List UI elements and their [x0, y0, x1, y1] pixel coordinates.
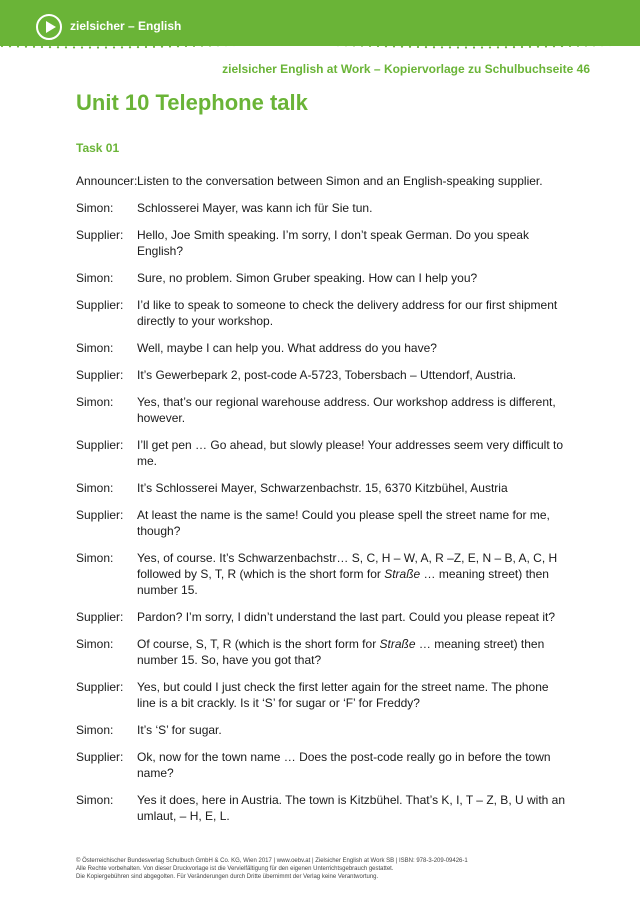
dot [353, 44, 355, 46]
dot [549, 42, 551, 44]
dot [261, 40, 263, 42]
dot [433, 46, 435, 48]
dot [177, 45, 179, 47]
dot [529, 46, 531, 48]
dot [417, 46, 419, 48]
dot [457, 46, 459, 48]
dot [229, 41, 231, 43]
dot [153, 46, 155, 48]
dot [425, 46, 427, 48]
line-text: It’s ‘S’ for sugar. [137, 723, 222, 737]
dot [637, 40, 639, 42]
footer [76, 857, 576, 881]
footer-rights: Alle Rechte vorbehalten. Von dieser Druckvorlage ist die Vervielfältigung für den eigenen Unterrichtsgebrauch gestattet. [76, 866, 394, 872]
dot [621, 41, 623, 43]
dialogue-line [76, 394, 570, 426]
dot [29, 43, 31, 45]
dialogue-line [76, 480, 570, 496]
dot [245, 41, 247, 43]
dot [109, 43, 111, 45]
dot [9, 45, 11, 47]
dot [65, 46, 67, 48]
dot [5, 42, 7, 44]
line-text: Listen to the conversation between Simon and an English-speaking supplier. [137, 174, 543, 188]
dot [577, 45, 579, 47]
dot [133, 43, 135, 45]
dot [485, 43, 487, 45]
line-text: Hello, Joe Smith speaking. I’m sorry, I don’t speak German. Do you speak English? [137, 228, 529, 258]
dot [453, 43, 455, 45]
speaker: Announcer: [76, 174, 138, 188]
dot [305, 44, 307, 46]
line-text: Well, maybe I can help you. What address do you have? [137, 341, 437, 355]
dot [569, 45, 571, 47]
speaker: Supplier: [76, 508, 124, 522]
speaker: Simon: [76, 271, 114, 285]
dotted-edge [0, 40, 640, 52]
dot [565, 42, 567, 44]
dot [345, 44, 347, 46]
dot [129, 46, 131, 48]
dot [369, 45, 371, 47]
dot [337, 44, 339, 46]
speaker: Simon: [76, 551, 114, 565]
dot [205, 41, 207, 43]
dot [365, 42, 367, 44]
dot [181, 42, 183, 44]
dot [601, 44, 603, 46]
line-text: Schlosserei Mayer, was kann ich für Sie tun. [137, 201, 373, 215]
dot [89, 46, 91, 48]
dot [497, 46, 499, 48]
dot [97, 46, 99, 48]
dot [517, 43, 519, 45]
dot [493, 43, 495, 45]
speaker: Supplier: [76, 610, 124, 624]
dot [557, 42, 559, 44]
footer-copyright: © Österreichischer Bundesverlag Schulbuch GmbH & Co. KG, Wien 2017 | www.oebv.at | Zielsicher English at Work SB | ISBN: 978-3-209-09426-1 [76, 858, 468, 864]
dot [69, 43, 71, 45]
line-text: Yes, that’s our regional warehouse address. Our workshop address is different, however. [137, 395, 556, 425]
text-part: … meaning street) then number 15. [137, 567, 549, 597]
dot [377, 45, 379, 47]
dot [581, 41, 583, 43]
dot [93, 43, 95, 45]
dot [113, 46, 115, 48]
dot [25, 46, 27, 48]
dot [221, 41, 223, 43]
dot [33, 46, 35, 48]
dot [17, 45, 19, 47]
dot [389, 42, 391, 44]
dot [193, 45, 195, 47]
brand-name: zielsicher – English [70, 19, 182, 33]
footer-fees: Die Kopiergebühren sind abgegolten. Für Veränderungen durch Dritte übernimmt der Verlag keine Verantwortung. [76, 874, 379, 880]
dot [405, 43, 407, 45]
dot [617, 44, 619, 46]
dialogue-line [76, 679, 570, 711]
dot [469, 43, 471, 45]
dot [265, 43, 267, 45]
dot [21, 42, 23, 44]
dot [633, 44, 635, 46]
dot [537, 46, 539, 48]
dot [185, 45, 187, 47]
dot [117, 43, 119, 45]
dot [297, 43, 299, 45]
dialogue-line [76, 636, 570, 668]
play-logo-icon [36, 14, 62, 40]
dot [489, 46, 491, 48]
dot [213, 41, 215, 43]
line-text: Ok, now for the town name … Does the post-code really go in before the town name? [137, 750, 551, 780]
speaker: Supplier: [76, 368, 124, 382]
dot [125, 43, 127, 45]
dialogue-line [76, 200, 570, 216]
dot [169, 45, 171, 47]
dot [609, 44, 611, 46]
dot [277, 40, 279, 42]
dot [505, 46, 507, 48]
dot [473, 46, 475, 48]
line-text: It’s Schlosserei Mayer, Schwarzenbachstr. 15, 6370 Kitzbühel, Austria [137, 481, 508, 495]
dot [545, 45, 547, 47]
line-text: Pardon? I’m sorry, I didn’t understand the last part. Could you please repeat it? [137, 610, 556, 624]
speaker: Supplier: [76, 750, 124, 764]
dot [585, 44, 587, 46]
dot [509, 43, 511, 45]
dialogue-line [76, 722, 570, 738]
text-part: Of course, S, T, R (which is the short form for [137, 637, 380, 651]
dot [209, 44, 211, 46]
line-text [137, 636, 570, 668]
line-text: Sure, no problem. Simon Gruber speaking. How can I help you? [137, 271, 478, 285]
dot [461, 43, 463, 45]
speaker: Simon: [76, 637, 114, 651]
emphasis-word: Straße [379, 637, 416, 651]
page-title: Unit 10 Telephone talk [76, 90, 308, 115]
dot [101, 43, 103, 45]
dot [613, 41, 615, 43]
dot [145, 46, 147, 48]
dot [273, 43, 275, 45]
dot [85, 43, 87, 45]
dot [445, 43, 447, 45]
dot [301, 40, 303, 42]
dot [329, 44, 331, 46]
speaker: Simon: [76, 723, 114, 737]
dot [137, 46, 139, 48]
dot [41, 46, 43, 48]
dot [281, 43, 283, 45]
dot [341, 41, 343, 43]
dot [401, 46, 403, 48]
dot [201, 45, 203, 47]
speaker: Simon: [76, 341, 114, 355]
dot [561, 45, 563, 47]
dot [525, 43, 527, 45]
dot [173, 42, 175, 44]
dot [593, 44, 595, 46]
dot [161, 46, 163, 48]
dot [441, 46, 443, 48]
dot [573, 42, 575, 44]
dialogue-line [76, 297, 570, 329]
dialogue-line [76, 367, 570, 383]
dot [541, 42, 543, 44]
line-text: It’s Gewerbepark 2, post-code A-5723, Tobersbach – Uttendorf, Austria. [137, 368, 517, 382]
dot [597, 41, 599, 43]
dialogue-line [76, 609, 570, 625]
dot [449, 46, 451, 48]
dot [325, 41, 327, 43]
dot [105, 46, 107, 48]
speaker: Simon: [76, 793, 114, 807]
dot [189, 42, 191, 44]
dot [309, 41, 311, 43]
dot [253, 41, 255, 43]
speaker: Supplier: [76, 228, 124, 242]
dialogue-line [76, 792, 570, 824]
dot [157, 43, 159, 45]
dot [333, 41, 335, 43]
speaker: Supplier: [76, 298, 124, 312]
dot [437, 43, 439, 45]
dot [225, 44, 227, 46]
speaker: Supplier: [76, 438, 124, 452]
text-part: … meaning street) then number 15. So, have you got that? [137, 637, 545, 667]
dot [477, 43, 479, 45]
dot [413, 43, 415, 45]
dot [141, 43, 143, 45]
task-label: Task 01 [76, 141, 120, 155]
dialogue-line [76, 437, 570, 469]
dot [533, 43, 535, 45]
dot [429, 43, 431, 45]
dot [57, 46, 59, 48]
dot [149, 43, 151, 45]
dot [373, 42, 375, 44]
dot [553, 45, 555, 47]
dot [421, 43, 423, 45]
dialogue-line [76, 270, 570, 286]
dialogue-line [76, 173, 570, 189]
dot [589, 41, 591, 43]
dot [217, 44, 219, 46]
dot [165, 42, 167, 44]
header-subtitle: zielsicher English at Work – Kopiervorlage zu Schulbuchseite 46 [222, 62, 590, 76]
speaker: Simon: [76, 201, 114, 215]
dot [409, 46, 411, 48]
dot [317, 41, 319, 43]
dot [121, 46, 123, 48]
dot [61, 43, 63, 45]
dot [381, 42, 383, 44]
dot [237, 41, 239, 43]
line-text: I’ll get pen … Go ahead, but slowly please! Your addresses seem very difficult to me. [137, 438, 564, 468]
dot [73, 46, 75, 48]
dot [521, 46, 523, 48]
dot [45, 43, 47, 45]
dialogue-line [76, 507, 570, 539]
dot [53, 43, 55, 45]
dot [629, 41, 631, 43]
dot [249, 44, 251, 46]
dot [385, 45, 387, 47]
dot [49, 46, 51, 48]
dialogue-line [76, 550, 570, 598]
dot [393, 45, 395, 47]
dot [257, 44, 259, 46]
dot [13, 42, 15, 44]
dialogue-line [76, 340, 570, 356]
dot [397, 42, 399, 44]
dot [293, 40, 295, 42]
text-part: Yes, of course. It’s Schwarzenbachstr… S, C, H – W, A, R –Z, E, N – B, A, C, H followed by S, T, R (which is the short form for [137, 551, 558, 581]
line-text: Yes it does, here in Austria. The town is Kitzbühel. That’s K, I, T – Z, B, U with an umlaut, – H, E, L. [137, 793, 566, 823]
speaker: Simon: [76, 481, 114, 495]
dot [321, 44, 323, 46]
emphasis-word: Straße [384, 567, 421, 581]
line-text: Yes, but could I just check the first letter again for the street name. The phone line is a bit crackly. Is it ‘S’ for sugar or ‘F’ for Freddy? [137, 680, 549, 710]
dot [77, 43, 79, 45]
dot [241, 44, 243, 46]
line-text: At least the name is the same! Could you please spell the street name for me, though? [137, 508, 550, 538]
dot [349, 41, 351, 43]
dot [501, 43, 503, 45]
dot [361, 45, 363, 47]
line-text: I’d like to speak to someone to check the delivery address for our first shipment directly to your workshop. [137, 298, 558, 328]
dot [285, 40, 287, 42]
dot [357, 41, 359, 43]
dot [197, 42, 199, 44]
dot [1, 45, 3, 47]
dot [513, 46, 515, 48]
dot [37, 43, 39, 45]
speaker: Simon: [76, 395, 114, 409]
dot [605, 41, 607, 43]
dot [289, 43, 291, 45]
dialogue-line [76, 227, 570, 259]
dialogue [76, 173, 570, 835]
dot [465, 46, 467, 48]
dot [81, 46, 83, 48]
dot [313, 44, 315, 46]
speaker: Supplier: [76, 680, 124, 694]
dialogue-line [76, 749, 570, 781]
line-text [137, 550, 570, 598]
dot [481, 46, 483, 48]
dot [269, 40, 271, 42]
dot [625, 44, 627, 46]
dot [233, 44, 235, 46]
